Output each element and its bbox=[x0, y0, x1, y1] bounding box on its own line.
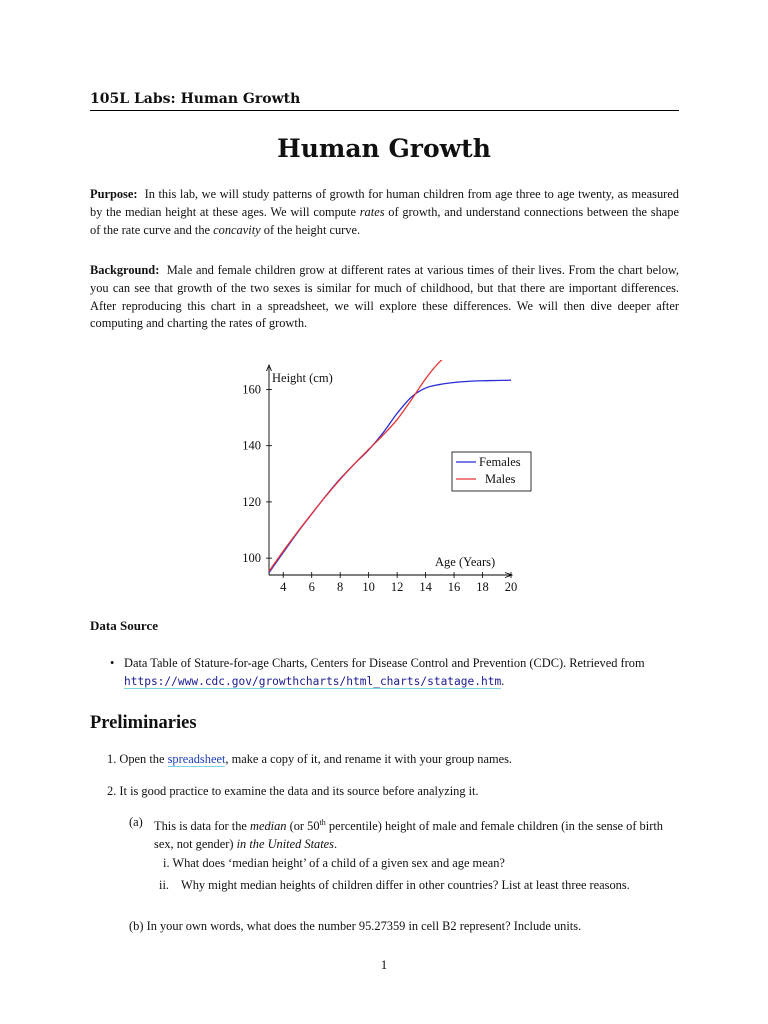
item-2a-italic-median: median bbox=[250, 819, 287, 834]
x-tick-label: 18 bbox=[476, 580, 489, 594]
x-axis-label: Age (Years) bbox=[435, 555, 496, 569]
item-2a-superscript: th bbox=[319, 818, 326, 827]
prelim-item-2a-i bbox=[163, 855, 679, 873]
prelim-item-2b bbox=[129, 918, 679, 936]
y-tick-label: 120 bbox=[242, 494, 261, 509]
item-2a-text-mid1: (or 50 bbox=[289, 819, 320, 834]
y-tick-label: 140 bbox=[242, 438, 261, 453]
item-2a-text-pre: This is data for the bbox=[154, 819, 247, 834]
data-source-trail: . bbox=[501, 673, 505, 688]
page-number: 1 bbox=[380, 957, 388, 972]
x-tick-label: 6 bbox=[308, 580, 315, 594]
x-tick-label: 10 bbox=[362, 580, 375, 594]
preliminaries-heading: Preliminaries bbox=[90, 713, 197, 733]
background-text: Male and female children grow at different rates at various times of their lives. From the chart below, you can see that growth of the two sexes is similar for much of childhood, but that there are important differences. After reproducing this chart in a spreadsheet, we will explore these differences. We will then dive deeper after computing and charting the rates of growth. bbox=[90, 263, 680, 331]
purpose-text-2: of growth, and understand connections between the shape of the rate curve and the bbox=[90, 204, 679, 237]
purpose-label: Purpose: bbox=[90, 187, 138, 201]
item-2a-ii-number: ii. bbox=[159, 878, 169, 892]
y-ticks bbox=[242, 382, 272, 565]
purpose-text-3: of the height curve. bbox=[263, 222, 361, 237]
legend bbox=[452, 452, 531, 491]
x-tick-label: 14 bbox=[419, 580, 432, 594]
header-rule bbox=[90, 110, 679, 111]
legend-label-males: Males bbox=[485, 472, 516, 486]
page-title: Human Growth bbox=[277, 134, 491, 163]
data-source-heading: Data Source bbox=[90, 618, 159, 633]
bullet-dot: • bbox=[110, 656, 115, 670]
y-tick-label: 160 bbox=[242, 382, 261, 397]
item-2a-i-text: What does ‘median height’ of a child of a given sex and age mean? bbox=[172, 856, 505, 870]
item-2a-number: (a) bbox=[129, 815, 143, 829]
running-header: 105L Labs: Human Growth bbox=[90, 91, 301, 107]
item-2a-text-post: . bbox=[333, 836, 338, 851]
item-2a-italic-us: in the United States bbox=[236, 836, 334, 851]
y-tick-label: 100 bbox=[242, 551, 261, 566]
x-tick-label: 8 bbox=[337, 580, 344, 594]
purpose-italic-concavity: concavity bbox=[213, 222, 261, 237]
prelim-item-1 bbox=[107, 751, 679, 769]
x-tick-label: 12 bbox=[390, 580, 404, 594]
background-paragraph bbox=[90, 262, 679, 333]
item-2b-number: (b) bbox=[129, 919, 144, 933]
item-1-text-pre: Open the bbox=[119, 752, 165, 766]
item-2a-ii-text: Why might median heights of children differ in other countries? List at least three reasons. bbox=[181, 878, 630, 892]
background-label: Background: bbox=[90, 263, 160, 277]
item-2-text: It is good practice to examine the data and its source before analyzing it. bbox=[119, 784, 479, 798]
item-1-number: 1. bbox=[107, 752, 117, 766]
x-tick-label: 16 bbox=[447, 580, 461, 594]
y-axis-label: Height (cm) bbox=[272, 371, 333, 385]
purpose-italic-rates: rates bbox=[359, 204, 385, 219]
spreadsheet-link[interactable]: spreadsheet bbox=[167, 752, 226, 766]
item-1-text-post: , make a copy of it, and rename it with your group names. bbox=[225, 752, 513, 766]
cdc-url-link[interactable]: https://www.cdc.gov/growthcharts/html_charts/statage.htm bbox=[124, 674, 502, 688]
purpose-paragraph bbox=[90, 186, 679, 239]
item-2-number: 2. bbox=[107, 784, 117, 798]
growth-chart bbox=[225, 360, 535, 600]
x-tick-label: 20 bbox=[504, 580, 518, 594]
item-2b-text: In your own words, what does the number 95.27359 in cell B2 represent? Include units. bbox=[146, 919, 582, 933]
prelim-item-2 bbox=[107, 783, 679, 801]
x-tick-label: 4 bbox=[280, 580, 287, 594]
purpose-text-1: In this lab, we will study patterns of growth for human children from age three to age twenty, as measured by the median height at these ages. We will compute bbox=[90, 187, 679, 219]
item-2a-text-mid2: percentile) height of male and female children (in the sense of birth sex, not gender) bbox=[154, 819, 663, 851]
legend-label-females: Females bbox=[479, 455, 521, 469]
item-2a-i-number: i. bbox=[163, 856, 170, 870]
data-source-text: Data Table of Stature-for-age Charts, Centers for Disease Control and Prevention (CDC). Retrieved from bbox=[124, 656, 645, 670]
